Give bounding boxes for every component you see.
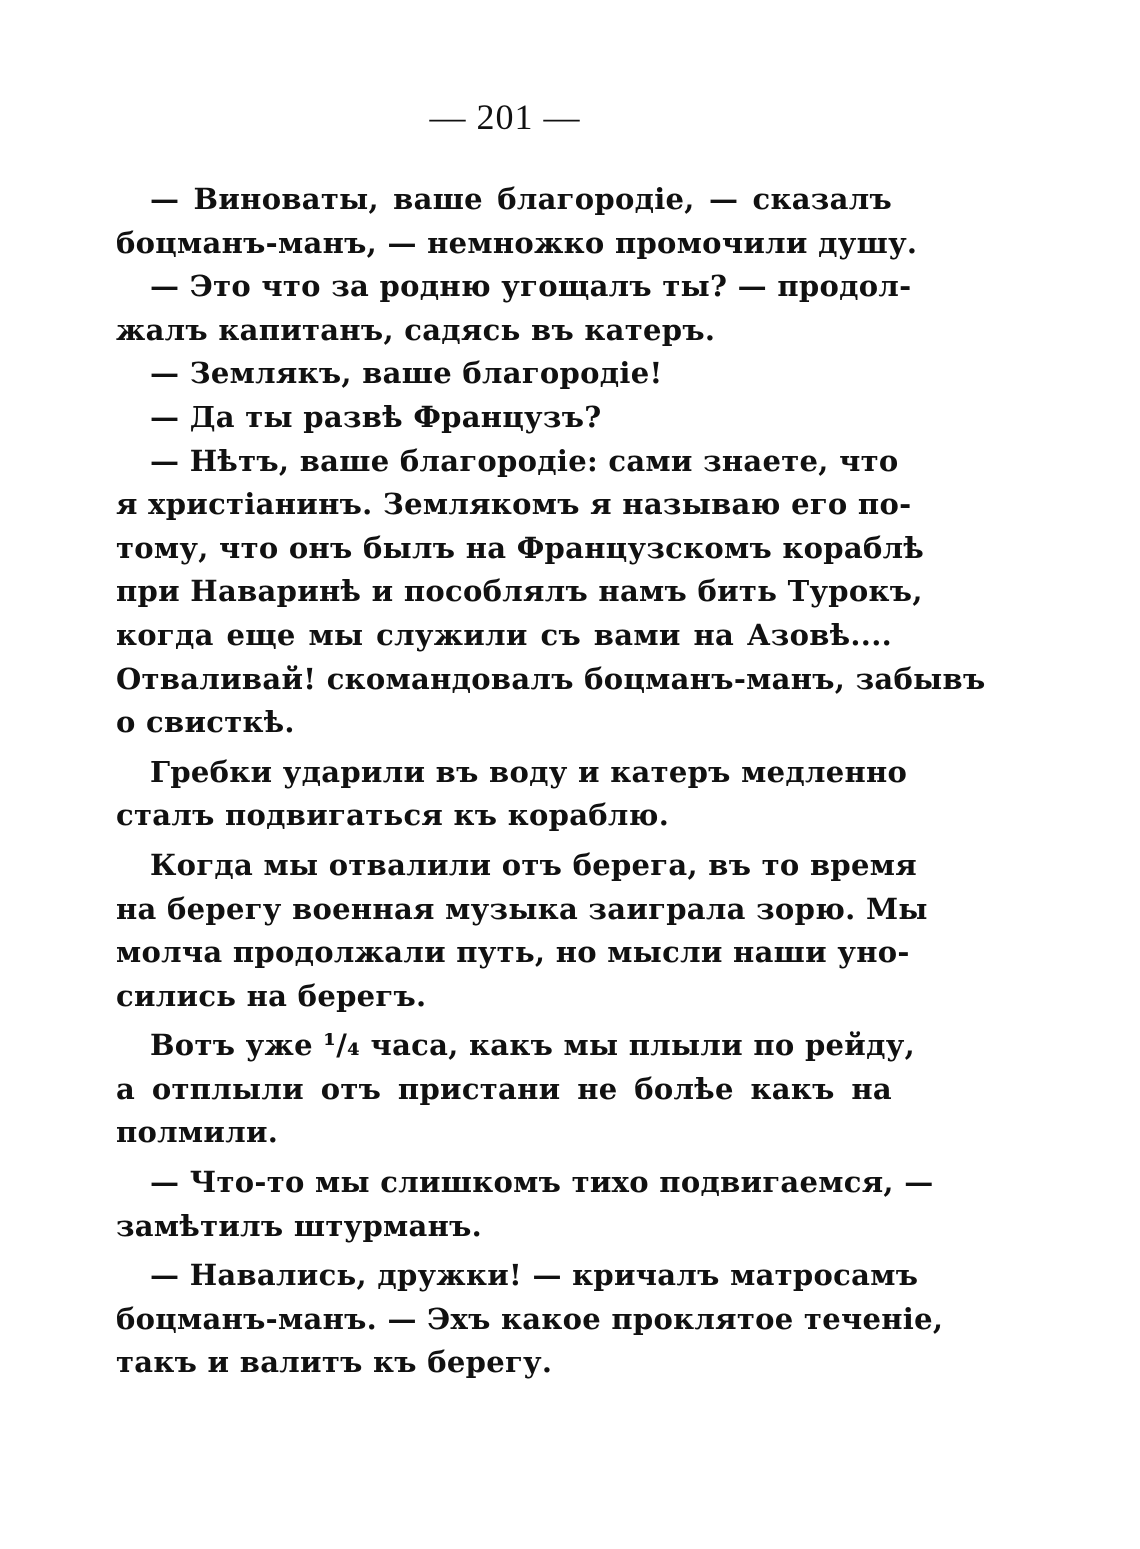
text-line: такъ и валитъ къ берегу. [116, 1345, 553, 1380]
paragraph [116, 396, 892, 440]
text-line: Когда мы отвалили отъ берега, въ то время [150, 847, 917, 882]
text-line: сились на берегъ. [116, 978, 427, 1013]
text-line: — Навались, дружки! — кричалъ матросамъ [150, 1258, 919, 1293]
text-line: я христіанинъ. Землякомъ я называю его по- [116, 487, 912, 522]
paragraph [116, 1254, 944, 1385]
text-line: а отплыли отъ пристани не болѣе какъ на [116, 1071, 892, 1106]
text-line: жалъ капитанъ, садясь въ катеръ. [116, 312, 716, 347]
paragraph [116, 1161, 934, 1248]
text-line: — Это что за родню угощалъ ты? — продол- [150, 269, 912, 304]
text-line: — Нѣтъ, ваше благородіе: сами знаете, что [150, 443, 899, 478]
paragraph [116, 178, 918, 265]
text-line: при Наваринѣ и пособлялъ намъ бить Турокъ, [116, 574, 923, 609]
page-number: — 201 — [429, 97, 581, 137]
text-line: — Землякъ, ваше благородіе! [150, 356, 663, 391]
paragraph [116, 1024, 915, 1155]
text-line: на берегу военная музыка заиграла зорю. Мы [116, 891, 928, 926]
text-line: Вотъ уже ¹/₄ часа, какъ мы плыли по рейду, [150, 1028, 915, 1063]
text-line: Гребки ударили въ воду и катеръ медленно [150, 754, 908, 789]
text-line: молча продолжали путь, но мысли наши уно- [116, 935, 910, 970]
text-line: тому, что онъ былъ на Французскомъ кораблѣ [116, 530, 925, 565]
paragraph [116, 440, 986, 745]
paragraph [116, 352, 892, 396]
paragraph [116, 751, 908, 838]
text-line: о свисткѣ. [116, 705, 295, 740]
body-text [116, 178, 986, 1385]
text-line: — Виноваты, ваше благородіе, — сказалъ [150, 182, 892, 216]
text-line: Отваливай! скомандовалъ боцманъ-манъ, забывъ [116, 661, 986, 696]
text-line: — Что-то мы слишкомъ тихо подвигаемся, — [150, 1165, 934, 1200]
text-line: замѣтилъ штурманъ. [116, 1208, 483, 1243]
text-line: сталъ подвигаться къ кораблю. [116, 798, 670, 833]
text-line: боцманъ-манъ, — немножко промочили душу. [116, 225, 918, 260]
text-line: — Да ты развѣ Французъ? [150, 399, 602, 434]
text-line: боцманъ-манъ. — Эхъ какое проклятое теченіе, [116, 1301, 944, 1336]
text-line: полмили. [116, 1115, 279, 1150]
text-line: когда еще мы служили съ вами на Азовѣ.... [116, 617, 892, 652]
paragraph [116, 265, 912, 352]
paragraph [116, 844, 928, 1018]
